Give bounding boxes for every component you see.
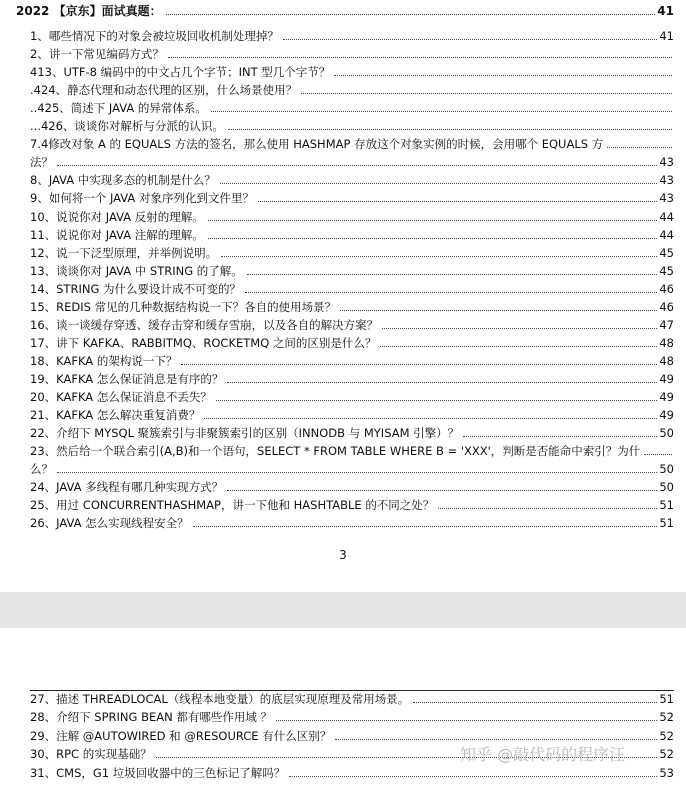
toc-entry-text: 14、STRING 为什么要设计成不可变的？ [30,281,242,296]
toc-entry-text: 23、然后给一个联合索引(A,B)和一个语句，SELECT * FROM TABLE WHERE B = 'XXX'，判断是否能命中索引？为什 [30,444,641,459]
toc-entry[interactable] [0,99,686,117]
toc-page-number: 48 [659,335,674,350]
toc-entry[interactable] [0,171,686,189]
leader-dots [276,720,657,721]
toc-page-number: 43 [659,155,674,170]
toc-entry[interactable] [0,298,686,316]
leader-dots [181,364,657,365]
toc-entry-text: 28、介绍下 SPRING BEAN 都有哪些作用域 ？ [30,710,273,725]
toc-entry[interactable] [0,226,686,244]
watermark: 知乎 @敲代码的程序汪 [460,745,626,764]
toc-entry[interactable] [0,496,686,514]
toc-entry-text: 15、REDIS 常见的几种数据结构说一下？各自的使用场景？ [30,299,337,314]
toc-entry-text: 30、RPC 的实现基础？ [30,747,152,762]
toc-entry[interactable] [0,514,686,532]
toc-entry-text: 22、介绍下 MYSQL 聚簇索引与非聚簇索引的区别（INNODB 与 MYISAM 引擎）？ [30,426,460,441]
leader-dots [208,238,658,239]
page-separator [0,592,686,628]
toc-entry-text: 27、描述 THREADLOCAL（线程本地变量）的底层实现原理及常用场景。 [30,692,410,706]
toc-entry[interactable] [0,370,686,388]
toc-entry-text: 29、注解 @AUTOWIRED 和 @RESOURCE 有什么区别？ [30,728,332,743]
toc-page-number: 50 [659,462,674,477]
toc-page-number: 46 [659,281,674,296]
toc-entry[interactable] [0,27,686,45]
toc-entry[interactable] [0,81,686,99]
toc-page-number: 52 [659,710,674,725]
toc-entry[interactable] [0,63,686,81]
toc-entry[interactable] [0,135,686,153]
toc-page-number: 52 [659,728,674,743]
leader-dots [247,274,658,275]
toc-entry[interactable] [0,153,686,171]
leader-dots [334,75,672,76]
toc-entry[interactable] [0,406,686,424]
toc-page-number: 53 [659,765,674,780]
toc-entry-text: 19、KAFKA 怎么保证消息是有序的？ [30,371,224,386]
toc-entry-text: .424、静态代理和动态代理的区别，什么场景使用？ [30,83,298,98]
toc-page-number: 44 [659,209,674,224]
toc-page-number: 45 [659,263,674,278]
toc-entry-text: 16、谈一谈缓存穿透、缓存击穿和缓存雪崩，以及各自的解决方案？ [30,317,379,332]
toc-entry[interactable] [0,45,686,63]
leader-dots [245,292,657,293]
toc-entry-text: 20、KAFKA 怎么保证消息不丢失？ [30,390,212,404]
toc-entry-text: 25、用过 CONCURRENTHASHMAP，讲一下他和 HASHTABLE 的不同之处？ [30,498,435,513]
leader-dots [166,14,656,15]
toc-entry[interactable] [0,424,686,442]
leader-dots [57,165,657,166]
toc-page-number: 51 [659,516,674,531]
leader-dots [193,526,658,527]
toc-entry[interactable] [0,334,686,352]
leader-dots [283,39,658,40]
leader-dots [211,111,672,112]
toc-entry[interactable] [0,764,686,782]
toc-entry[interactable] [0,442,686,460]
toc-page-number: 43 [659,173,674,188]
toc-entry-text: 31、CMS，G1 垃圾回收器中的三色标记了解吗？ [30,765,286,780]
leader-dots [208,220,658,221]
leader-dots [221,256,657,257]
toc-entry[interactable] [0,352,686,370]
toc-entry[interactable] [0,690,686,708]
toc-entry-text: 10、说说你对 JAVA 反射的理解。 [30,209,204,224]
toc-entry-text: ...426、谈谈你对解析与分派的认识。 [30,119,224,134]
toc-page-number: 44 [659,227,674,242]
toc-page-number: 52 [659,747,674,762]
toc-entry-text: 17、讲下 KAFKA、RABBITMQ、ROCKETMQ 之间的区别是什么？ [30,335,377,350]
toc-page-number: 49 [659,390,674,404]
toc-entry-text: 24、JAVA 多线程有哪几种实现方式？ [30,480,224,495]
toc-header[interactable] [0,2,686,20]
toc-entry-text: 13、谈谈你对 JAVA 中 STRING 的了解。 [30,263,243,278]
toc-entry[interactable] [0,244,686,262]
toc-entry-text: 9、如何将一个 JAVA 对象序列化到文件里？ [30,191,254,206]
toc-page-number: 41 [659,29,674,43]
toc-entry-text: 12、说一下泛型原理，并举例说明。 [30,245,218,260]
leader-dots [463,436,657,437]
leader-dots [216,400,658,401]
toc-entry-text: 7.4修改对象 A 的 EQUALS 方法的签名，那么使用 HASHMAP 存放这个对象实例的时候，会用哪个 EQUALS 方 [30,137,604,152]
toc-header-title: 2022 【京东】面试真题： [16,4,162,18]
toc-entry-text: 18、KAFKA 的架构说一下？ [30,353,178,368]
toc-page-number: 50 [659,480,674,495]
toc-page-number: 46 [659,299,674,314]
toc-entry[interactable] [0,478,686,496]
leader-dots [380,346,657,347]
leader-dots [340,310,657,311]
leader-dots [220,183,658,184]
toc-entry[interactable] [0,280,686,298]
toc-entry[interactable] [0,208,686,226]
toc-entry-text: 2、讲一下常见编码方式？ [30,47,164,62]
leader-dots [258,201,657,202]
leader-dots [607,147,672,148]
toc-entry-text: 26、JAVA 怎么实现线程安全？ [30,516,189,531]
leader-dots [335,739,657,740]
page-top-rule [30,690,674,691]
toc-entry-text: 413、UTF-8 编码中的中文占几个字节；INT 型几个字节？ [30,65,331,80]
leader-dots [644,454,672,455]
leader-dots [227,382,657,383]
toc-page-number: 50 [659,426,674,441]
toc-page-number: 51 [659,498,674,513]
toc-page-number: 49 [659,408,674,423]
page-number: 3 [339,548,347,562]
toc-entry[interactable] [0,117,686,135]
toc-page-number: 41 [657,4,674,18]
toc-page-number: 48 [659,353,674,368]
leader-dots [204,418,657,419]
toc-entry-text: 21、KAFKA 怎么解决重复消费？ [30,408,201,423]
toc-page-number: 47 [659,317,674,332]
toc-page-number: 45 [659,245,674,260]
toc-entry[interactable] [0,262,686,280]
toc-entry-text: 11、说说你对 JAVA 注解的理解。 [30,227,204,242]
leader-dots [57,472,657,473]
toc-page-number: 43 [659,191,674,206]
toc-entry-text: 8、JAVA 中实现多态的机制是什么？ [30,173,216,188]
leader-dots [301,93,672,94]
toc-entry-text: ..425、简述下 JAVA 的异常体系。 [30,101,207,116]
toc-entry-text: 法？ [30,155,53,170]
toc-page-number: 49 [659,371,674,386]
toc-entry[interactable] [0,388,686,406]
leader-dots [227,490,657,491]
toc-entry[interactable] [0,708,686,726]
leader-dots [382,328,657,329]
toc-entry[interactable] [0,189,686,207]
toc-entry[interactable] [0,460,686,478]
leader-dots [289,776,657,777]
toc-entry-text: 么？ [30,462,53,477]
toc-entry-text: 1、哪些情况下的对象会被垃圾回收机制处理掉？ [30,29,279,43]
leader-dots [413,702,657,703]
leader-dots [168,57,672,58]
leader-dots [228,129,672,130]
toc-page-number: 51 [659,692,674,706]
leader-dots [438,508,657,509]
toc-entry[interactable] [0,316,686,334]
